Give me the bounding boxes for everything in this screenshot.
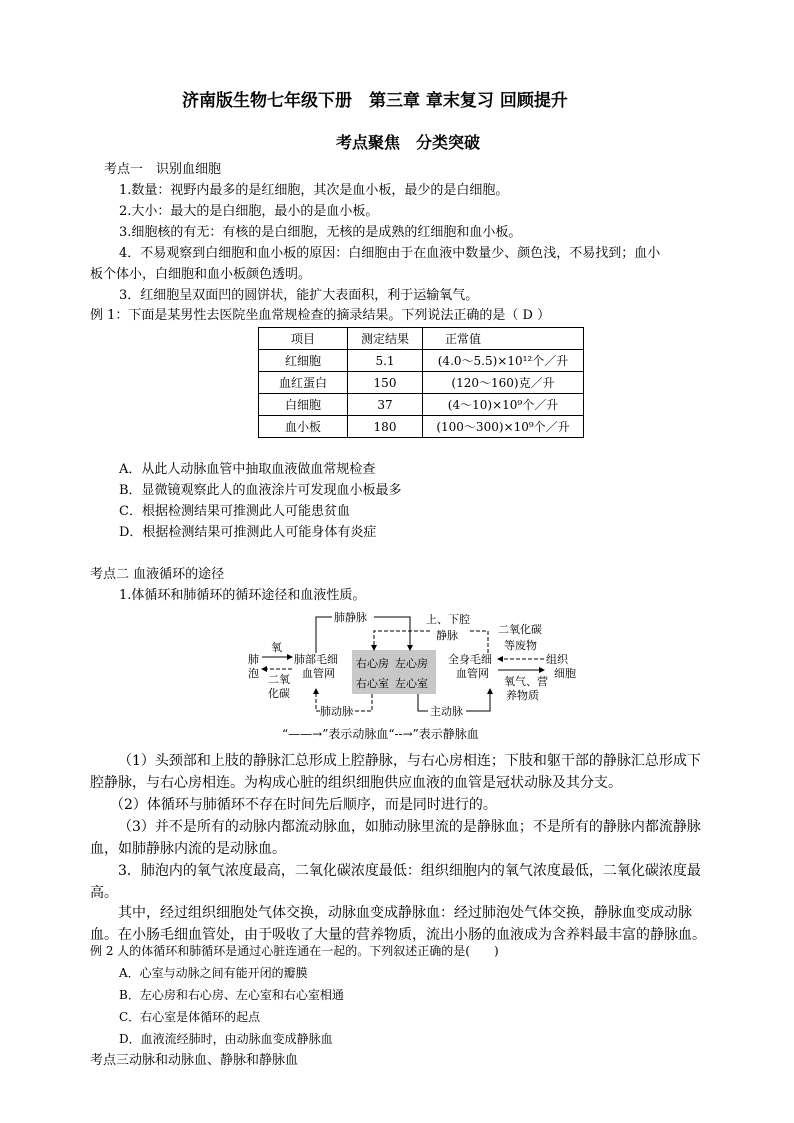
example-1-question: 例 1：下面是某男性去医院坐血常规检查的摘录结果。下列说法正确的是（ D ） [90,308,551,323]
tissue-cell-label: 组织 [546,653,568,666]
co2-label: 氧 [279,673,290,686]
pulmonary-artery-line [352,694,372,711]
table-header-row [259,328,584,350]
co2-waste-label: 二氧化碳 [498,623,542,636]
example-2-option-a: A．心室与动脉之间有能开闭的瓣膜 [119,966,308,980]
oxygen-label: 氧 [271,641,282,654]
pulmonary-artery-label: 肺动脉 [320,705,353,718]
co2-label: 二 [268,673,279,686]
table-cell: 血小板 [259,416,348,438]
kp2-note-2: （2）体循环与肺循环不存在时间先后顺序，而是同时进行的。 [110,797,497,813]
example-1-option-d: D．根据检测结果可推测此人可能身体有炎症 [119,525,377,540]
section-heading-3: 考点三动脉和动脉血、静脉和静脉血 [90,1053,299,1068]
oxygen-nutrient-label: 氧气、营 [504,675,548,688]
kp1-point-2: 2.大小：最大的是白细胞，最小的是血小板。 [119,204,379,219]
example-2-question: 例 2 人的体循环和肺循环是通过心脏连通在一起的。下列叙述正确的是( ) [90,944,499,958]
kp1-point-3: 3.细胞核的有无：有核的是白细胞，无核的是成熟的红细胞和血小板。 [119,225,522,240]
table-cell: 红细胞 [259,350,348,372]
table-cell: (4～10)×10⁹个／升 [423,394,584,416]
heart-right-ventricle: 右心室 [356,677,389,690]
table-cell: 150 [348,372,423,394]
table-header-cell: 正常值 [423,328,584,350]
co2-waste-label: 等废物 [504,639,537,652]
vena-cava-line [470,631,488,653]
kp1-point-1: 1.数量：视野内最多的是红细胞，其次是血小板，最少的是白细胞。 [119,183,509,198]
pulmonary-vein-line [316,617,332,653]
pulmonary-vein-label: 肺静脉 [334,611,367,624]
table-cell: 血红蛋白 [259,372,348,394]
table-cell: (120～160)克／升 [423,372,584,394]
table-row [259,416,584,438]
oxygen-nutrient-label: 养物质 [506,689,539,702]
vena-cava-arrow [374,631,430,650]
example-2-option-c: C．右心室是体循环的起点 [119,1010,261,1024]
lung-capillary-label: 血管网 [302,667,335,680]
table-row [259,350,584,372]
kp2-point-4: 其中，经过组织细胞处气体交换，动脉血变成静脉血：经过肺泡处气体交换，静脉血变成动脉血。在小肠毛细血管处，由于吸收了大量的营养物质，流出小肠的血液成为含养料最丰富的静脉血。 [90,905,706,943]
body-capillary-label: 血管网 [456,667,489,680]
table-cell: 5.1 [348,350,423,372]
blood-circulation-diagram [240,607,585,720]
table-cell: 180 [348,416,423,438]
aorta-label: 主动脉 [430,705,463,718]
example-1-option-c: C．根据检测结果可推测此人可能患贫血 [119,504,350,519]
kp2-point-3: 3．肺泡内的氧气浓度最高，二氧化碳浓度最低：组织细胞内的氧气浓度最低，二氧化碳浓度最高。 [90,863,701,901]
page-subtitle: 考点聚焦 分类突破 [336,133,481,152]
page-title: 济南版生物七年级下册 第三章 章末复习 回顾提升 [182,91,568,111]
heart-right-atrium: 右心房 [356,657,389,670]
table-cell: (100～300)×10⁹个／升 [423,416,584,438]
kp1-point-4b: 板个体小，白细胞和血小板颜色透明。 [90,267,312,282]
diagram-legend: “——→”表示动脉血“--→”表示静脉血 [282,727,479,741]
co2-label: 碳 [279,687,290,700]
section-heading-2: 考点二 血液循环的途径 [90,567,225,582]
kp1-point-4a: 4．不易观察到白细胞和血小板的原因：白细胞由于在血液中数量少、颜色浅，不易找到；血小 [119,246,661,261]
table-cell: 白细胞 [259,394,348,416]
body-capillary-label: 全身毛细 [448,653,492,666]
section-heading-1: 考点一 识别血细胞 [104,162,222,177]
alveoli-label: 肺 [248,653,259,666]
example-2-option-d: D．血液流经肺时，由动脉血变成静脉血 [119,1032,333,1046]
aorta-arrow [466,689,490,711]
co2-label: 化 [268,687,279,700]
heart-left-atrium: 左心房 [395,657,428,670]
example-2-option-b: B．左心房和右心房、左心室和右心室相通 [119,988,344,1002]
table-row [259,394,584,416]
kp1-point-5: 3．红细胞呈双面凹的圆饼状，能扩大表面积，利于运输氧气。 [119,288,479,303]
kp2-note-1: （1）头颈部和上肢的静脉汇总形成上腔静脉，与右心房相连；下肢和躯干部的静脉汇总形成下腔静脉，与右心房相连。为构成心脏的组织细胞供应血液的血管是冠状动脉及其分支。 [90,753,701,791]
lung-capillary-label: 肺部毛细 [294,653,338,666]
blood-test-table [258,327,584,438]
kp2-intro: 1.体循环和肺循环的循环途径和血液性质。 [119,588,366,603]
table-header-cell: 测定结果 [348,328,423,350]
aorta-line [418,694,428,711]
table-row [259,372,584,394]
table-cell: 37 [348,394,423,416]
heart-left-ventricle: 左心室 [395,677,428,690]
table-header-cell: 项目 [259,328,348,350]
vena-cava-label: 上、下腔 [426,613,470,626]
vena-cava-label: 静脉 [436,629,458,642]
table-cell: (4.0～5.5)×10¹²个／升 [423,350,584,372]
kp2-note-3: （3）并不是所有的动脉内都流动脉血，如肺动脉里流的是静脉血；不是所有的静脉内都流静脉血，如肺静脉内流的是动脉血。 [90,819,701,857]
example-1-option-b: B．显微镜观察此人的血液涂片可发现血小板最多 [119,483,402,498]
example-1-option-a: A．从此人动脉血管中抽取血液做血常规检查 [119,462,376,477]
tissue-cell-label: 细胞 [554,667,576,680]
pulmonary-vein-arrow [374,617,410,650]
alveoli-label: 泡 [248,667,259,680]
